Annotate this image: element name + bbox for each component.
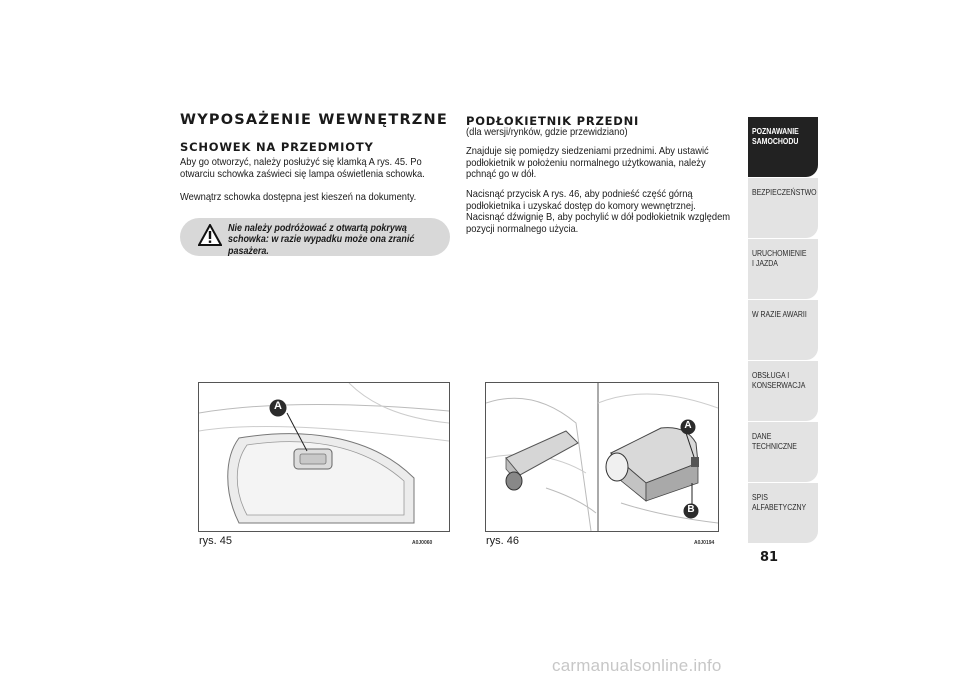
figure-45-code: A0J0060 xyxy=(412,540,433,546)
tab-label: URUCHOMIENIE I JAZDA xyxy=(752,249,807,268)
tab-label: OBSŁUGA I KONSERWACJA xyxy=(752,371,806,390)
figure-46-label-b-text: B xyxy=(687,504,695,515)
tab-w-razie-awarii[interactable] xyxy=(748,300,818,360)
tab-obsluga-i-konserwacja[interactable] xyxy=(748,361,818,421)
armrest-subtitle: (dla wersji/rynków, gdzie przewidziano) xyxy=(466,127,628,138)
figure-46-caption: rys. 46 xyxy=(486,535,520,547)
figure-glovebox xyxy=(198,382,450,532)
tab-label: SPIS ALFABETYCZNY xyxy=(752,493,807,512)
section-title-glovebox: SCHOWEK NA PRZEDMIOTY xyxy=(180,140,374,154)
tab-bezpieczenstwo[interactable] xyxy=(748,178,818,238)
armrest-paragraph-1: Znajduje się pomiędzy siedzeniami przednimi. Aby ustawić podłokietnik w położeniu normalnego użytkowania, należy pchnąć go w dół. xyxy=(466,146,709,181)
tab-label: DANE TECHNICZNE xyxy=(752,432,797,451)
tab-dane-techniczne[interactable] xyxy=(748,422,818,482)
armrest-paragraph-2: Nacisnąć przycisk A rys. 46, aby podnieść część górną podłokietnika i uzyskać dostęp do komory wewnętrznej. Nacisnąć dźwignię B, aby pochylić w dół podłokietnik względem pozycji normalnego użycia. xyxy=(466,189,731,235)
figure-45-caption: rys. 45 xyxy=(199,535,233,547)
glovebox-paragraph-2: Wewnątrz schowka dostępna jest kieszeń na dokumenty. xyxy=(180,192,417,203)
figure-45-label-a-text: A xyxy=(274,400,282,412)
tab-label: BEZPIECZEŃSTWO xyxy=(752,188,817,197)
figure-46-label-a-text: A xyxy=(684,420,692,431)
figure-46-code: A0J0194 xyxy=(694,540,715,546)
tab-uruchomienie-i-jazda[interactable] xyxy=(748,239,818,299)
figure-armrest xyxy=(485,382,719,532)
tab-label: POZNAWANIE SAMOCHODU xyxy=(752,127,799,146)
tab-spis-alfabetyczny[interactable] xyxy=(748,483,818,543)
tab-poznawanie-samochodu[interactable] xyxy=(748,117,818,177)
warning-triangle-icon xyxy=(198,224,222,246)
tab-label: W RAZIE AWARII xyxy=(752,310,807,319)
section-title-armrest: PODŁOKIETNIK PRZEDNI xyxy=(466,114,640,128)
watermark: carmanualsonline.info xyxy=(552,656,722,675)
warning-text: Nie należy podróżować z otwartą pokrywą schowka: w razie wypadku może ona zranić pasażera. xyxy=(228,223,415,257)
warning-box xyxy=(180,218,450,256)
glovebox-paragraph-1: Aby go otworzyć, należy posłużyć się klamką A rys. 45. Po otwarciu schowka zaświeci się lampa oświetlenia schowka. xyxy=(180,157,425,180)
page-title: WYPOSAŻENIE WEWNĘTRZNE xyxy=(180,112,448,128)
glovebox-illustration xyxy=(199,383,449,531)
page-number: 81 xyxy=(760,550,779,565)
